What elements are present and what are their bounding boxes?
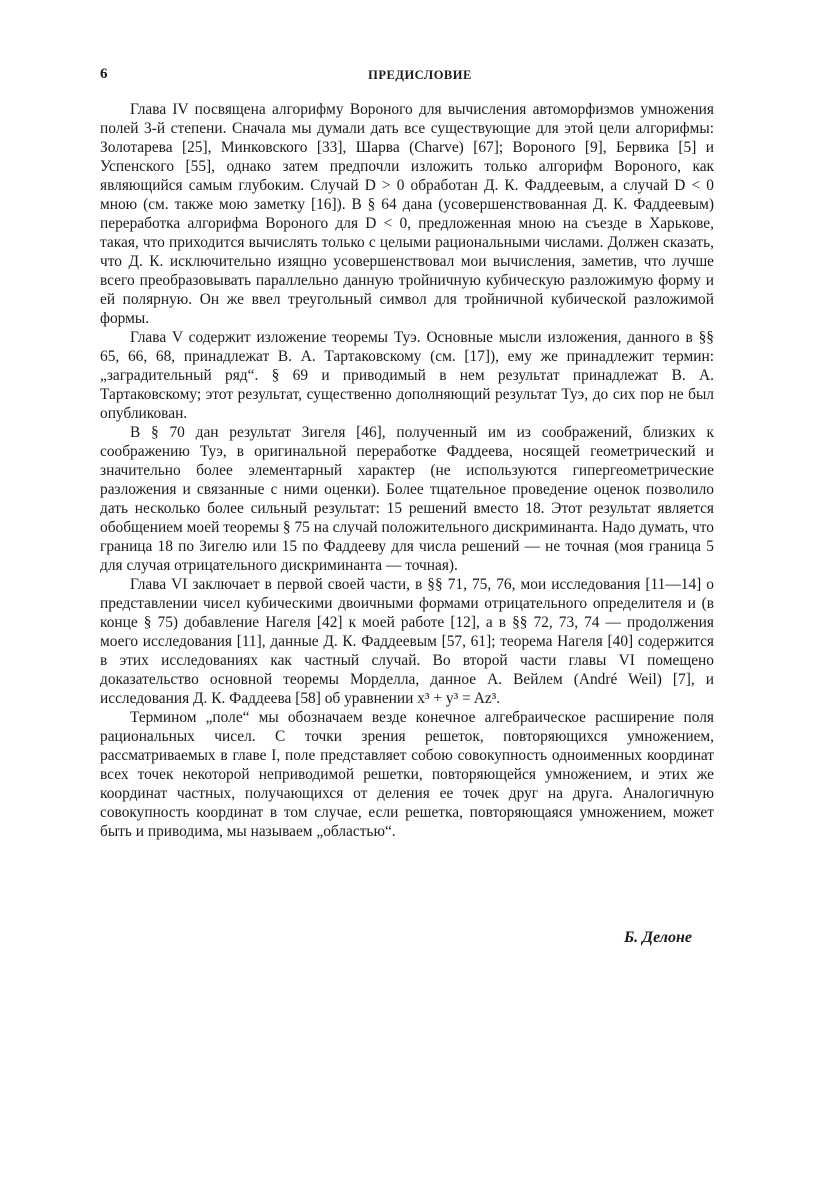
paragraph-chapter-vi: Глава VI заключает в первой своей части, в §§ 71, 75, 76, мои исследования [11—14] о представлении чисел кубическими двоичными формами отрицательного определителя и (в конце § 75) добавление Нагеля [42] к моей работе [12], а в §§ 72, 73, 74 — продолжения моего исследования [11], данные Д. К. Фаддеевым [57, 61]; теорема Нагеля [40] содержится в этих исследованиях как частный случай. Во второй части главы VI помещено доказательство основной теоремы Морделла, данное А. Вейлем (André Weil) [7], и исследования Д. К. Фаддеева [58] об уравнении x³ + y³ = Az³.	[100, 576, 714, 707]
paragraph-chapter-iv: Глава IV посвящена алгорифму Вороного для вычисления автоморфизмов умножения полей 3-й степени. Сначала мы думали дать все существующие для этой цели алгорифмы: Золотарева [25], Минковского [33], Шарва (Charve) [67]; Вороного [9], Бервика [5] и Успенского [55], однако затем предпочли изложить только алгорифм Вороного, как являющийся самым глубоким. Случай D > 0 обработан Д. К. Фаддеевым, а случай D < 0 мною (см. также мою заметку [16]). В § 64 дана (усовершенствованная Д. К. Фаддеевым) переработка алгорифма Вороного для D < 0, предложенная мною на съезде в Харькове, такая, что приходится вычислять только с целыми рациональными числами. Должен сказать, что Д. К. исключительно изящно усовершенствовал мои вычисления, заметив, что лучше всего преобразовывать параллельно данную тройничную кубическую разложимую форму и ей полярную. Он же ввел треугольный символ для тройничной кубической разложимой формы.	[100, 101, 714, 327]
paragraph-field-definition: Термином „поле“ мы обозначаем везде конечное алгебраическое расширение поля рациональных чисел. С точки зрения решеток, повторяющихся умножением, рассматриваемых в главе I, поле представляет собою совокупность одноименных координат всех точек некоторой неприводимой решетки, повторяющейся умножением, и этих же координат частных, получающихся от деления ее точек друг на друга. Аналогичную совокупность координат в том случае, если решетка, повторяющаяся умножением, может быть и приводима, мы называем „областью“.	[100, 709, 714, 840]
paragraph-chapter-v: Глава V содержит изложение теоремы Туэ. Основные мысли изложения, данного в §§ 65, 66, 68, принадлежат В. А. Тартаковскому (см. [17]), ему же принадлежит термин: „заградительный ряд“. § 69 и приводимый в нем результат принадлежат В. А. Тартаковскому; этот результат, существенно дополняющий результат Туэ, до сих пор не был опубликован.	[100, 329, 714, 422]
page-number: 6	[100, 66, 108, 82]
paragraph-siegel-result: В § 70 дан результат Зигеля [46], полученный им из соображений, близких к соображению Туэ, в оригинальной переработке Фаддеева, носящей геометрический и значительно более элементарный характер (не используются гипергеометрические разложения и связанные с ними оценки). Более тщательное проведение оценок позволило дать несколько более сильный результат: 15 решений вместо 18. Этот результат является обобщением моей теоремы § 75 на случай положительного дискриминанта. Надо думать, что граница 18 по Зигелю или 15 по Фаддееву для числа решений — не точная (моя граница 5 для случая отрицательного дискриминанта — точная).	[100, 424, 714, 574]
author-signature: Б. Делоне	[624, 929, 692, 946]
running-title: ПРЕДИСЛОВИЕ	[368, 68, 472, 82]
body-text	[100, 100, 714, 841]
